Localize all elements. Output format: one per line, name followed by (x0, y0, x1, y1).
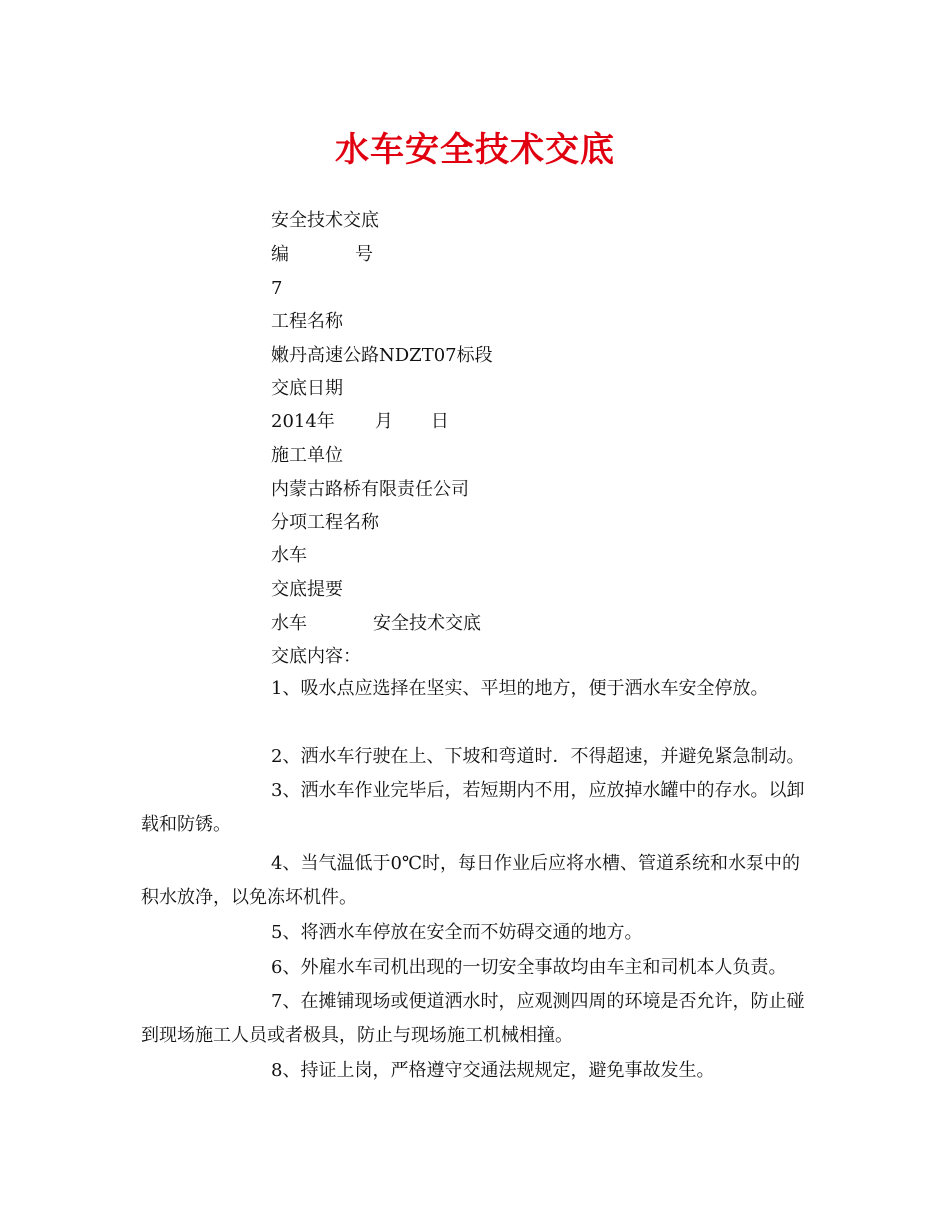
number-label-b: 号 (355, 244, 373, 265)
list-item: 8、持证上岗，严格遵守交通法规规定，避免事故发生。 (271, 1060, 715, 1081)
subproject-label: 分项工程名称 (271, 512, 379, 533)
summary-value (271, 612, 481, 636)
list-item: 4、当气温低于0℃时，每日作业后应将水槽、管道系统和水泵中的积水放净，以免冻坏机件。 (141, 853, 801, 908)
list-item: 3、洒水车作业完毕后，若短期内不用，应放掉水罐中的存水。以卸载和防锈。 (141, 780, 805, 835)
number-value: 7 (271, 278, 283, 299)
date-year: 2014年 (271, 411, 335, 432)
project-value: 嫩丹高速公路NDZT07标段 (271, 345, 493, 366)
date-month: 月 (374, 411, 393, 432)
project-label: 工程名称 (271, 311, 343, 332)
list-item: 2、洒水车行驶在上、下坡和弯道时．不得超速，并避免紧急制动。 (271, 746, 805, 767)
number-label (271, 243, 373, 267)
summary-label: 交底提要 (271, 579, 343, 600)
document-title: 水车安全技术交底 (335, 130, 615, 170)
summary-value-b: 安全技术交底 (373, 613, 481, 634)
list-item: 6、外雇水车司机出现的一切安全事故均由车主和司机本人负责。 (271, 957, 787, 978)
unit-label: 施工单位 (271, 445, 343, 466)
list-item: 5、将洒水车停放在安全而不妨碍交通的地方。 (271, 922, 643, 943)
form-heading: 安全技术交底 (271, 210, 379, 231)
summary-value-a: 水车 (271, 613, 307, 634)
date-value (271, 410, 449, 434)
date-label: 交底日期 (271, 378, 343, 399)
unit-value: 内蒙古路桥有限责任公司 (271, 479, 469, 500)
list-item: 1、吸水点应选择在坚实、平坦的地方，便于洒水车安全停放。 (271, 678, 769, 699)
date-day: 日 (430, 411, 449, 432)
subproject-value: 水车 (271, 545, 307, 566)
number-label-a: 编 (271, 244, 289, 265)
content-label: 交底内容： (271, 646, 361, 667)
list-item: 7、在摊铺现场或便道洒水时，应观测四周的环境是否允许，防止碰到现场施工人员或者极具，防止与现场施工机械相撞。 (141, 991, 805, 1046)
